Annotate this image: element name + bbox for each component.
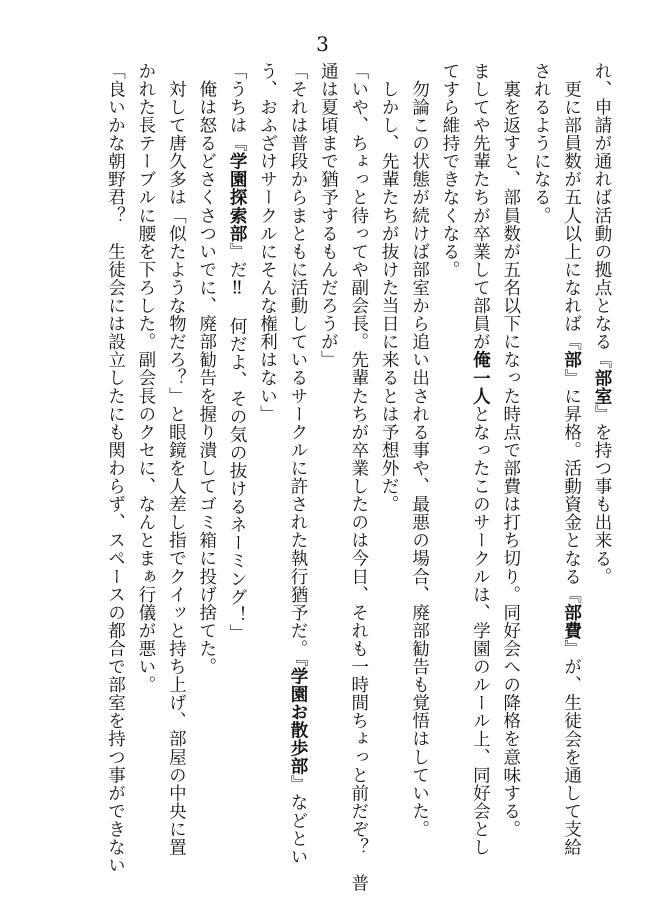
- text-run: 俺は怒るどさくさついでに、廃部勧告を握り潰してゴミ箱に投げ捨てた。: [196, 62, 217, 676]
- text-run: 「いや、ちょっと待ってや副会長。先輩たちが卒業したのは今日、それも一時間ちょっと前だぞ？ 普: [348, 62, 369, 893]
- text-run: となったこのサークルは、学園のルール上、同好会とし: [470, 404, 491, 857]
- text-run: 』を持つ事も出来る。: [592, 404, 612, 586]
- text-run: 』などとい: [287, 775, 308, 866]
- body-text: [25, 62, 617, 893]
- text-line: [404, 62, 434, 868]
- emphasized-term: 俺一人: [470, 350, 491, 405]
- text-line: [343, 62, 373, 893]
- emphasized-term: 学園お散歩部: [287, 666, 308, 776]
- text-line: [556, 62, 586, 868]
- text-line: [222, 62, 252, 868]
- emphasized-term: 部: [561, 350, 582, 369]
- page-number: 3: [316, 32, 329, 56]
- text-line: [100, 62, 130, 875]
- emphasized-term: 学園探索部: [227, 152, 248, 243]
- text-run: 通は夏頃まで猶予するもんだろうが」: [318, 62, 339, 369]
- text-line: [435, 62, 465, 868]
- text-run: 』だ‼ 何だよ、その気の抜けるネーミング！」: [227, 242, 248, 643]
- text-line: [526, 62, 556, 868]
- emphasized-term: 部室: [592, 368, 612, 405]
- text-run: しかし、先輩たちが抜けた当日に来るとは予想外だ。: [379, 62, 400, 514]
- text-line: [161, 62, 191, 868]
- text-run: 勿論この状態が続けば部室から追い出される事や、最悪の場合、廃部勧告も覚悟はしていた。: [409, 62, 430, 839]
- text-line: [131, 62, 161, 868]
- text-line: [313, 62, 343, 868]
- text-line: [191, 62, 221, 868]
- text-run: う、おふざけサークルにそんな権利はない」: [257, 62, 278, 423]
- text-run: ましてや先輩たちが卒業して部員が: [470, 62, 491, 351]
- text-line: [283, 62, 313, 868]
- text-run: されるようになる。: [531, 62, 552, 225]
- text-line: [495, 62, 525, 868]
- emphasized-term: 部費: [561, 603, 582, 640]
- text-run: てすら維持できなくなる。: [439, 62, 460, 279]
- text-run: 』に昇格。活動資金となる『: [561, 368, 582, 604]
- text-line: [587, 62, 617, 868]
- text-run: 「うちは『: [227, 62, 248, 153]
- text-run: 更に部員数が五人以上になれば『: [561, 62, 582, 351]
- text-run: 』が、生徒会を通して支給: [561, 639, 582, 857]
- text-run: 「良いかな朝野君？ 生徒会には設立したにも関わらず、スペースの都合で部室を持つ事ができない: [105, 62, 126, 875]
- text-line: [465, 62, 495, 868]
- text-run: 対して唐久多は「似たような物だろ？」と眼鏡を人差し指でクイッと持ち上げ、部屋の中央に置: [166, 62, 187, 857]
- text-run: れ、申請が通れば活動の拠点となる『: [592, 62, 612, 369]
- text-run: 裏を返すと、部員数が五名以下になった時点で部費は打ち切り。同好会への降格を意味する。: [500, 62, 521, 839]
- text-run: 「それは普段からまともに活動しているサークルに許された執行猶予だ。『: [287, 62, 308, 667]
- text-line: [374, 62, 404, 868]
- text-line: [252, 62, 282, 868]
- text-run: かれた長テーブルに腰を下ろした。副会長のクセに、なんとまぁ行儀が悪い。: [135, 62, 156, 694]
